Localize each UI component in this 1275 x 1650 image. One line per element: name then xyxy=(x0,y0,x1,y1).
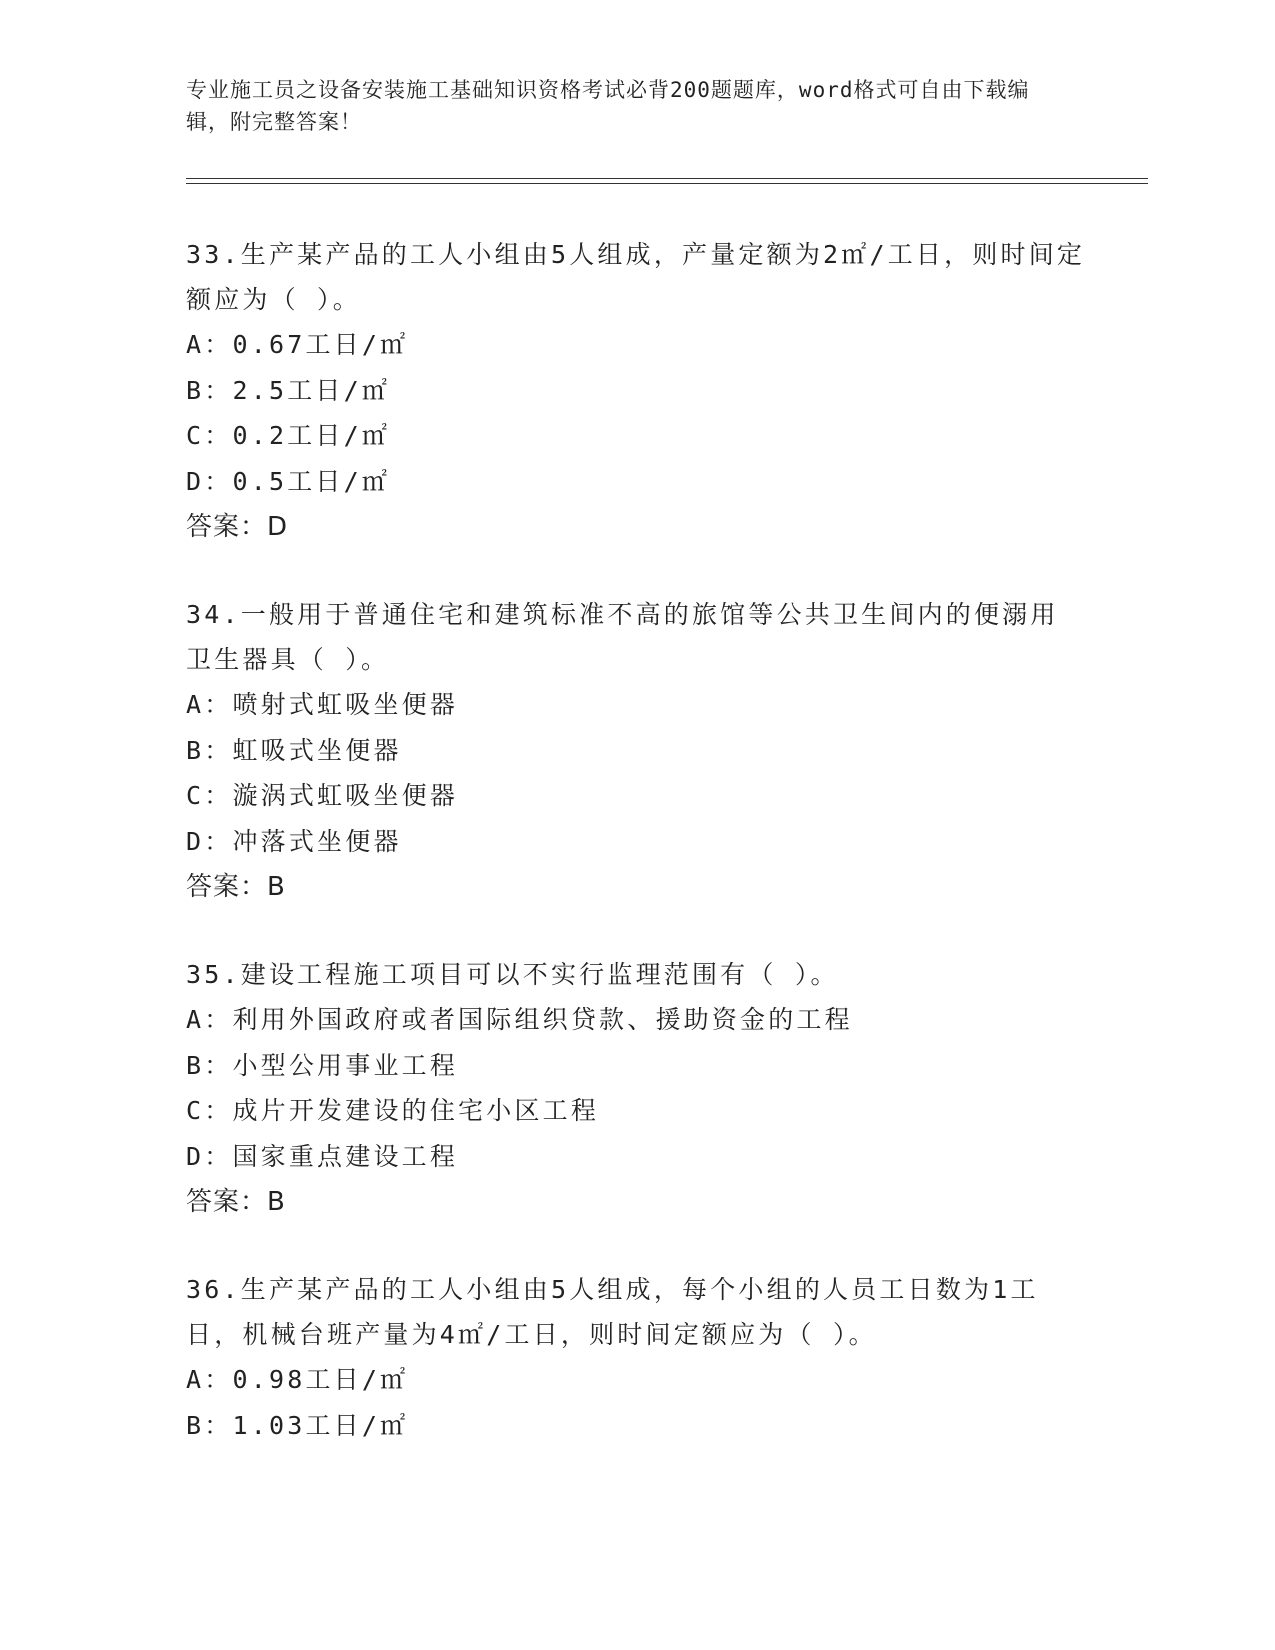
question-list xyxy=(186,232,1086,1490)
header-text: 专业施工员之设备安装施工基础知识资格考试必背200题题库，word格式可自由下载编辑，附完整答案！ xyxy=(186,78,1030,134)
question-number: 33. xyxy=(186,240,241,269)
question-number: 36. xyxy=(186,1275,241,1304)
option-d: D：冲落式坐便器 xyxy=(186,826,402,856)
answer: 答案：B xyxy=(186,872,286,902)
question-35 xyxy=(186,952,1086,1225)
option-a: A：喷射式虹吸坐便器 xyxy=(186,690,459,719)
answer: 答案：B xyxy=(186,1187,286,1217)
question-36 xyxy=(186,1267,1086,1448)
question-text xyxy=(186,952,1086,997)
question-text xyxy=(186,1267,1086,1357)
option-c: C：成片开发建设的住宅小区工程 xyxy=(186,1096,600,1125)
option-d: D：0.5工日/㎡ xyxy=(186,466,391,496)
option-b: B：虹吸式坐便器 xyxy=(186,735,402,765)
option-a: A：0.98工日/㎡ xyxy=(186,1365,409,1394)
option-b: B：1.03工日/㎡ xyxy=(186,1410,409,1440)
question-34 xyxy=(186,592,1086,910)
question-33 xyxy=(186,232,1086,550)
option-c: C：漩涡式虹吸坐便器 xyxy=(186,781,459,810)
question-stem: 生产某产品的工人小组由5人组成，每个小组的人员工日数为1工日，机械台班产量为4㎡/工日，则时间定额应为（ ）。 xyxy=(186,1275,1039,1349)
header-rule-bottom xyxy=(186,183,1148,184)
question-text xyxy=(186,232,1086,322)
question-stem: 生产某产品的工人小组由5人组成，产量定额为2㎡/工日，则时间定额应为（ ）。 xyxy=(186,240,1086,314)
document-header xyxy=(186,74,1066,138)
header-rule-top xyxy=(186,178,1148,179)
question-number: 35. xyxy=(186,960,241,989)
question-stem: 建设工程施工项目可以不实行监理范围有（ ）。 xyxy=(240,960,839,989)
option-d: D：国家重点建设工程 xyxy=(186,1141,459,1171)
option-a: A：0.67工日/㎡ xyxy=(186,330,409,359)
answer: 答案：D xyxy=(186,512,289,542)
question-number: 34. xyxy=(186,600,241,629)
option-a: A：利用外国政府或者国际组织贷款、援助资金的工程 xyxy=(186,1005,853,1034)
option-c: C：0.2工日/㎡ xyxy=(186,421,391,450)
question-stem: 一般用于普通住宅和建筑标准不高的旅馆等公共卫生间内的便溺用卫生器具（ ）。 xyxy=(186,600,1059,674)
option-b: B：2.5工日/㎡ xyxy=(186,375,391,405)
option-b: B：小型公用事业工程 xyxy=(186,1050,459,1080)
question-text xyxy=(186,592,1086,682)
